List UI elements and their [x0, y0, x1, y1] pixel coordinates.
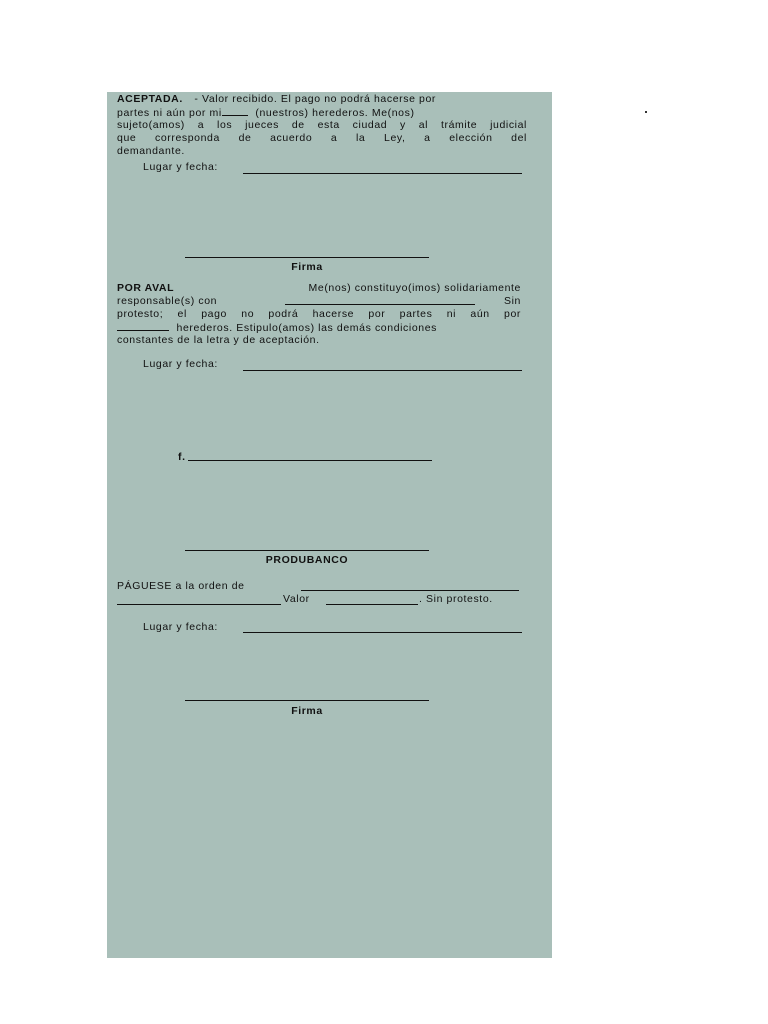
- document-panel: [107, 92, 552, 958]
- aval-party-blank: [285, 295, 475, 305]
- aval-f-label: f.: [178, 451, 186, 463]
- paguese-valor-label: Valor: [283, 593, 310, 605]
- aval-line-2a: responsable(s) con: [117, 295, 218, 307]
- aceptada-line-2: [117, 106, 527, 120]
- paguese-name-line: [117, 604, 281, 605]
- aval-line-1-text: Me(nos) constituyo(imos) solidariamente: [308, 282, 521, 294]
- aceptada-place-label: Lugar y fecha:: [143, 161, 218, 173]
- aceptada-line-2a: partes ni aún por mi: [117, 107, 222, 119]
- aval-heading: POR AVAL: [117, 282, 175, 294]
- paguese-sin-protesto: . Sin protesto.: [419, 593, 493, 605]
- produbanco-label: PRODUBANCO: [265, 554, 349, 566]
- aceptada-heading: ACEPTADA.: [117, 93, 183, 105]
- aval-f-line: [188, 460, 432, 461]
- aval-heirs-blank: [117, 321, 169, 331]
- paguese-place-label: Lugar y fecha:: [143, 621, 218, 633]
- aceptada-line-4: que corresponda de acuerdo a la Ley, a elección del: [117, 132, 527, 144]
- aceptada-line-2b: (nuestros) herederos. Me(nos): [255, 107, 415, 119]
- paguese-valor-line: [326, 604, 418, 605]
- aceptada-place-line: [243, 173, 522, 174]
- aval-line-2b: Sin: [504, 295, 521, 307]
- aval-line-5: constantes de la letra y de aceptación.: [117, 334, 320, 346]
- aval-line-2: [117, 295, 521, 308]
- produbanco-signature-line: [185, 550, 429, 551]
- aval-place-label: Lugar y fecha:: [143, 358, 218, 370]
- paguese-place-line: [243, 632, 522, 633]
- aval-line-3: protesto; el pago no podrá hacerse por partes ni aún por: [117, 308, 521, 320]
- stray-dot: [645, 111, 647, 113]
- aceptada-signature-line: [185, 257, 429, 258]
- aceptada-line-1-text: - Valor recibido. El pago no podrá hacerse por: [194, 93, 437, 105]
- aceptada-line-1: [117, 93, 436, 106]
- paguese-signature-label: Firma: [291, 705, 323, 717]
- aceptada-signature-label: Firma: [291, 261, 323, 273]
- aceptada-line-5: demandante.: [117, 145, 185, 157]
- paguese-signature-line: [185, 700, 429, 701]
- heirs-blank: [222, 106, 248, 116]
- aval-line-1: [117, 282, 521, 295]
- paguese-order-line: [301, 590, 519, 591]
- aval-line-4-text: herederos. Estipulo(amos) las demás condiciones: [176, 322, 438, 334]
- aval-place-line: [243, 370, 522, 371]
- paguese-line-1: PÁGUESE a la orden de: [117, 580, 245, 592]
- aceptada-line-3: sujeto(amos) a los jueces de esta ciudad y al trámite judicial: [117, 119, 527, 131]
- aval-line-4: [117, 321, 521, 335]
